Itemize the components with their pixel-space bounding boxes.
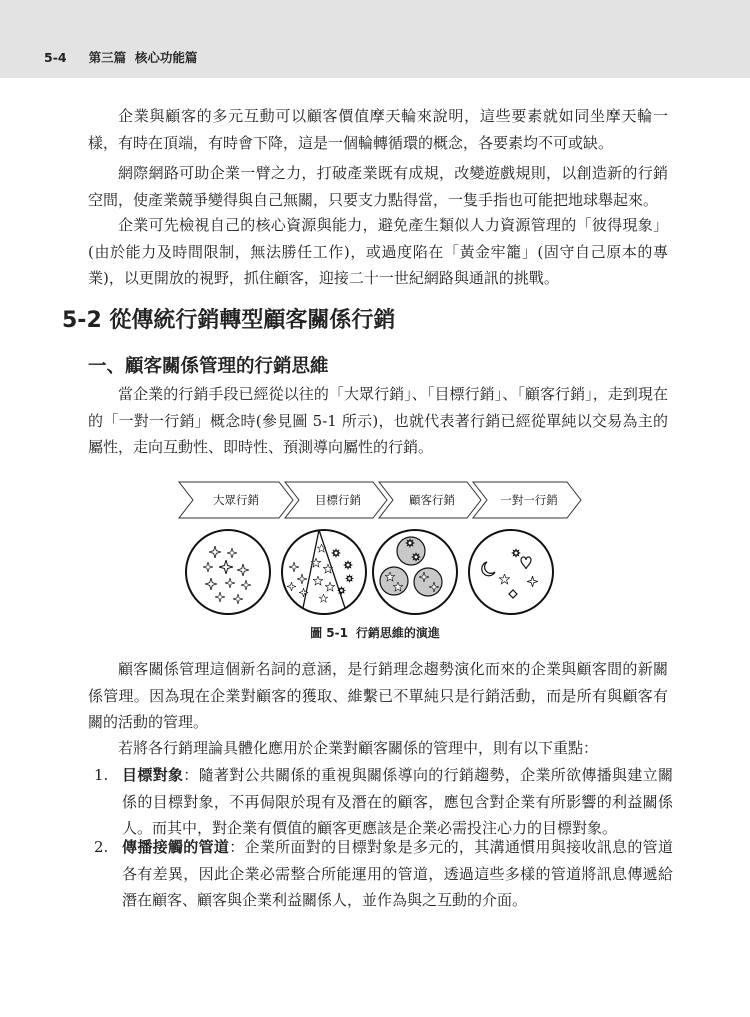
arrow-label-2: 目標行銷 [315, 493, 361, 507]
arrow-customer-marketing [379, 482, 481, 518]
list-item-text: ：企業所面對的目標對象是多元的，其溝通慣用與接收訊息的管道各有差異，因此企業必需整合所能運用的管道，透過這些多樣的管道將訊息傳遞給潛在顧客、顧客與企業利益關係人，並作為與之互動的介面。 [122, 838, 673, 909]
figure-caption [0, 624, 750, 641]
arrow-mass-marketing [179, 482, 293, 518]
list-item-text: ：隨著對公共關係的重視與關係導向的行銷趨勢，企業所欲傳播與建立關係的目標對象，不再侷限於現有及潛在的顧客，應包含對企業有所影響的利益關係人。而其中，對企業有價值的顧客更應該是企業必需投注心力的目標對象。 [122, 766, 673, 837]
list-item [88, 762, 673, 842]
part-label: 第三篇 [88, 50, 127, 65]
list-item-number: 1. [94, 766, 109, 784]
page-header [0, 0, 750, 78]
one-to-one-marketing-circle [469, 530, 553, 614]
list-item-number: 2. [94, 838, 109, 856]
subsection-title: 一、顧客關係管理的行銷思維 [88, 356, 329, 377]
intro-paragraph-1: 企業與顧客的多元互動可以顧客價值摩天輪來說明，這些要素就如同坐摩天輪一樣，有時在頂端，有時會下降，這是一個輪轉循環的概念，各要素均不可或缺。 [88, 107, 668, 152]
figure-title: 行銷思維的演進 [355, 626, 440, 640]
body-paragraph-1: 顧客關係管理這個新名詞的意涵，是行銷理念趨勢演化而來的企業與顧客間的新關係管理。因為現在企業對顧客的獲取、維繫已不單純只是行銷活動，而是所有與顧客有關的活動的管理。 [88, 660, 668, 731]
arrow-one-to-one-marketing [473, 482, 581, 518]
arrow-target-marketing [285, 482, 387, 518]
subsection-paragraph: 當企業的行銷手段已經從以往的「大眾行銷」、「目標行銷」、「顧客行銷」，走到現在的「一對一行銷」概念時(參見圖 5-1 所示)，也就代表著行銷已經從單純以交易為主的屬性，走向互動性、即時性、預測導向屬性的行銷。 [88, 385, 668, 456]
figure-number: 圖 5-1 [310, 626, 348, 640]
body-paragraph-2: 若將各行銷理論具體化應用於企業對顧客關係的管理中，則有以下重點： [118, 739, 599, 757]
section-title: 5-2 從傳統行銷轉型顧客關係行銷 [62, 308, 396, 333]
part-title: 核心功能篇 [134, 50, 198, 65]
marketing-evolution-figure [175, 474, 585, 622]
list-item-term: 目標對象 [122, 766, 184, 784]
intro-paragraph-3: 企業可先檢視自己的核心資源與能力，避免產生類似人力資源管理的「彼得現象」(由於能力及時間限制，無法勝任工作)，或過度陷在「黃金牢籠」(固守自己原本的專業)，以更開放的視野，抓住顧客，迎接二十一世紀網路與通訊的挑戰。 [88, 216, 668, 287]
arrow-label-3: 顧客行銷 [409, 493, 455, 507]
list-item-term: 傳播接觸的管道 [122, 838, 230, 856]
page-number: 5-4 [44, 50, 67, 65]
intro-paragraph-2: 網際網路可助企業一臂之力，打破產業既有成規，改變遊戲規則，以創造新的行銷空間，使產業競爭變得與自己無關，只要支力點得當，一隻手指也可能把地球舉起來。 [88, 164, 668, 209]
arrow-label-1: 大眾行銷 [213, 493, 259, 507]
arrow-label-4: 一對一行銷 [500, 493, 558, 507]
mass-marketing-circle [186, 530, 270, 614]
customer-marketing-circle [373, 530, 457, 614]
running-head [44, 48, 197, 66]
list-item [88, 834, 673, 914]
target-marketing-circle [282, 530, 366, 614]
